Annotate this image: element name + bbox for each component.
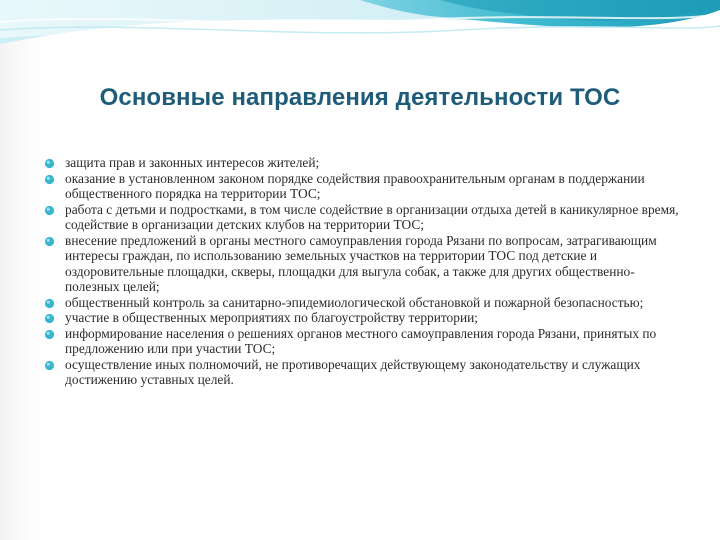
- circle-bullet-icon: [44, 329, 55, 340]
- list-item-text: информирование населения о решениях органов местного самоуправления города Рязани, принятых по предложению или при участии ТОС;: [65, 325, 657, 356]
- circle-bullet-icon: [44, 313, 55, 324]
- list-item-text: защита прав и законных интересов жителей;: [65, 155, 320, 170]
- circle-bullet-icon: [44, 360, 55, 371]
- list-item: [44, 202, 684, 233]
- circle-bullet-icon: [44, 205, 55, 216]
- circle-bullet-icon: [44, 236, 55, 247]
- list-item-text: работа с детьми и подростками, в том числе содействие в организации отдыха детей в каникулярное время, содействие в организации детских клубов на территории ТОС;: [65, 201, 679, 232]
- list-item: [44, 171, 684, 202]
- list-item: [44, 326, 684, 357]
- list-item: [44, 233, 684, 295]
- list-item-text: общественный контроль за санитарно-эпидемиологической обстановкой и пожарной безопасностью;: [65, 294, 644, 310]
- circle-bullet-icon: [44, 158, 55, 169]
- list-item-text: осуществление иных полномочий, не противоречащих действующему законодательству и служащих достижению уставных целей.: [65, 356, 641, 387]
- list-item-text: внесение предложений в органы местного самоуправления города Рязани по вопросам, затрагивающим интересы граждан, по использованию земельных участков на территории ТОС под детские и оздоровительные площадки, скверы, площадки для выгула собак, а также для других общественно-полезных целей;: [65, 232, 657, 294]
- directions-list: [44, 155, 684, 388]
- list-item: [44, 310, 684, 326]
- list-item: [44, 357, 684, 388]
- circle-bullet-icon: [44, 174, 55, 185]
- slide-title: Основные направления деятельности ТОС: [99, 84, 621, 111]
- list-item-text: оказание в установленном законом порядке содействия правоохранительным органам в поддержании общественного порядка на территории ТОС;: [65, 170, 645, 201]
- list-item: [44, 295, 684, 311]
- list-item-text: участие в общественных мероприятиях по благоустройству территории;: [65, 310, 479, 325]
- circle-bullet-icon: [44, 298, 55, 309]
- list-item: [44, 155, 684, 171]
